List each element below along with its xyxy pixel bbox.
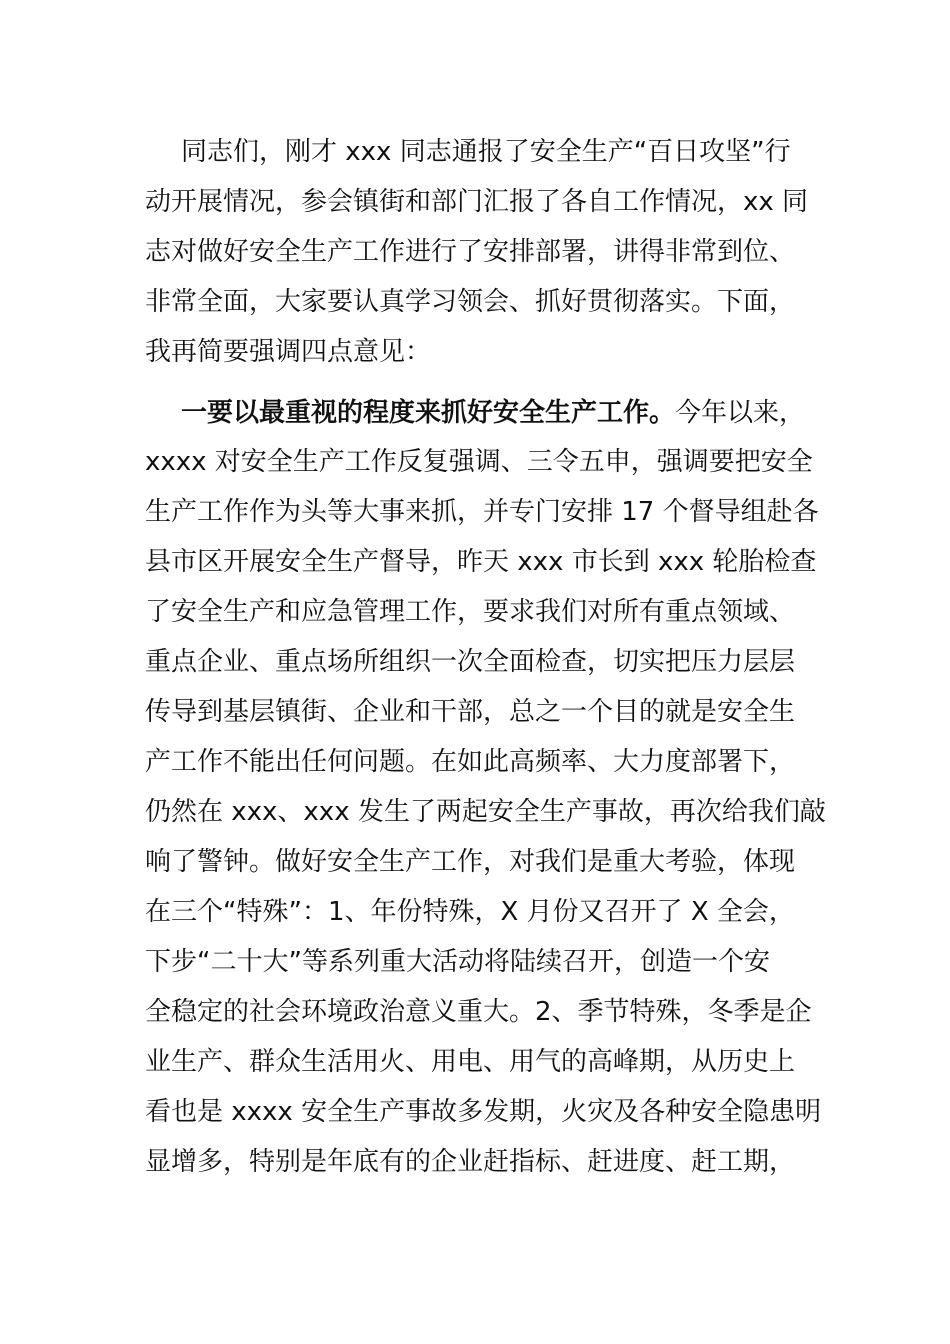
paragraph-1-line-5: 我再简要强调四点意见： [145,337,432,367]
paragraph-2-line-16: 显增多，特别是年底有的企业赶指标、赶进度、赶工期， [145,1147,796,1177]
paragraph-1-line-3: 志对做好安全生产工作进行了安排部署，讲得非常到位、 [145,237,796,267]
paragraph-1-line-4: 非常全面，大家要认真学习领会、抓好贯彻落实。下面， [145,287,796,317]
paragraph-1-line-1: 同志们，刚才 xxx 同志通报了安全生产“百日攻坚”行 [181,137,791,167]
paragraph-2-heading: 一要以最重视的程度来抓好安全生产工作。 [181,398,676,428]
paragraph-2-line-12: 下步“二十大”等系列重大活动将陆续召开，创造一个安 [145,947,770,977]
paragraph-2-line-1 [181,396,805,430]
paragraph-2-line-14: 业生产、群众生活用火、用电、用气的高峰期，从历史上 [145,1047,796,1077]
paragraph-2-line-6: 重点企业、重点场所组织一次全面检查，切实把压力层层 [145,647,796,677]
paragraph-2-line-2: xxxx 对安全生产工作反复强调、三令五申，强调要把安全 [145,447,813,477]
paragraph-2-line-9: 仍然在 xxx、xxx 发生了两起安全生产事故，再次给我们敲 [145,797,826,827]
paragraph-2-line-13: 全稳定的社会环境政治意义重大。2、季节特殊，冬季是企 [145,997,812,1027]
paragraph-2-first-line-rest: 今年以来， [675,398,806,428]
paragraph-2-line-11: 在三个“特殊”：1、年份特殊，X 月份又召开了 X 全会， [145,897,795,927]
paragraph-2-line-15: 看也是 xxxx 安全生产事故多发期，火灾及各种安全隐患明 [145,1097,822,1127]
paragraph-2-line-5: 了安全生产和应急管理工作，要求我们对所有重点领域、 [145,597,796,627]
paragraph-2-line-8: 产工作不能出任何问题。在如此高频率、大力度部署下， [145,747,796,777]
paragraph-1-line-2: 动开展情况，参会镇街和部门汇报了各自工作情况，xx 同 [145,187,809,217]
paragraph-2-line-3: 生产工作作为头等大事来抓，并专门安排 17 个督导组赴各 [145,497,819,527]
paragraph-2-line-10: 响了警钟。做好安全生产工作，对我们是重大考验，体现 [145,847,796,877]
paragraph-2-line-7: 传导到基层镇街、企业和干部，总之一个目的就是安全生 [145,697,796,727]
paragraph-2-line-4: 县市区开展安全生产督导，昨天 xxx 市长到 xxx 轮胎检查 [145,547,817,577]
